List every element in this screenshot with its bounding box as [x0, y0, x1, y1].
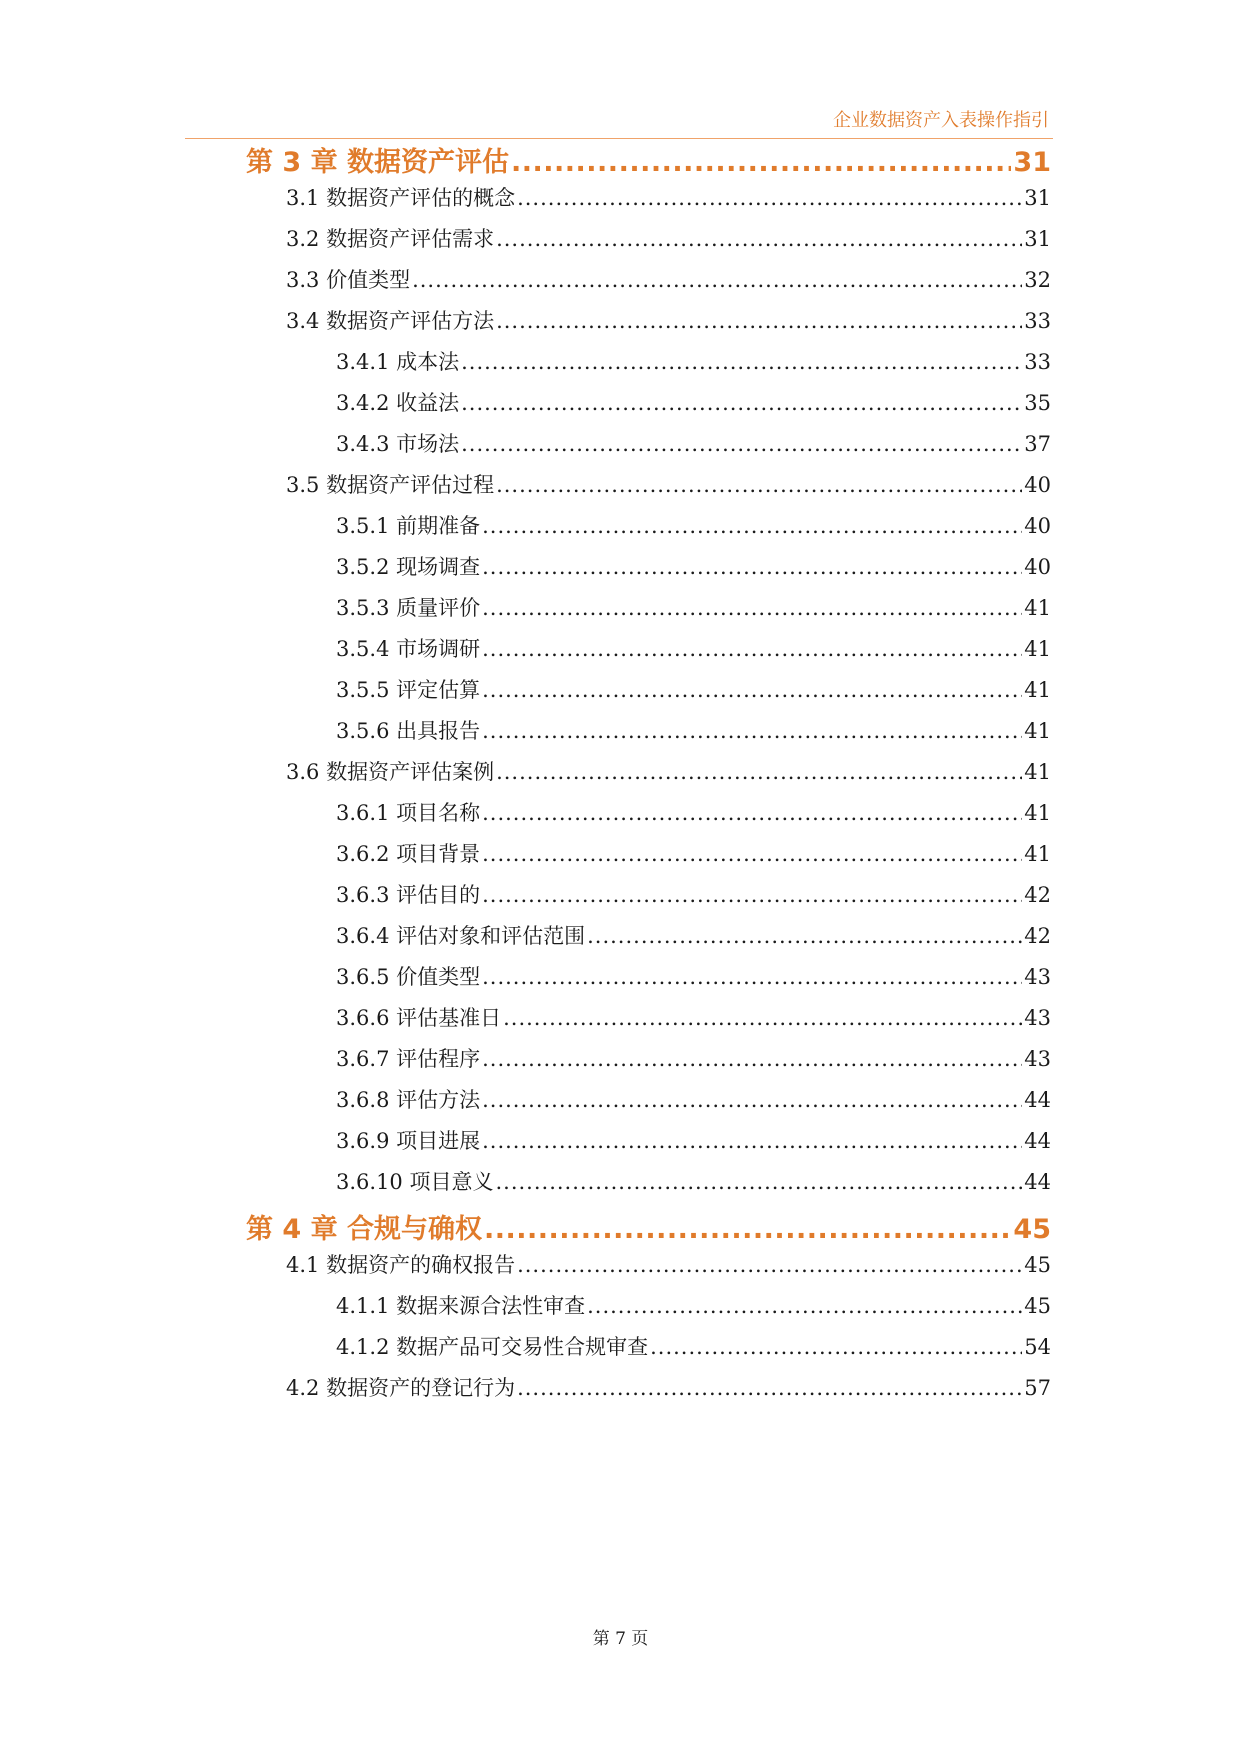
- toc-entry-label: 3.6.5 价值类型: [336, 965, 481, 989]
- toc-section-entry[interactable]: [336, 1290, 1051, 1324]
- toc-entry-label: 3.5.2 现场调查: [336, 555, 481, 579]
- toc-dot-leader: [461, 350, 1022, 374]
- toc-dot-leader: [503, 1006, 1022, 1030]
- toc-dot-leader: [461, 391, 1022, 415]
- toc-entry-page-number: 41: [1024, 678, 1051, 702]
- toc-section-entry[interactable]: [286, 469, 1051, 503]
- toc-section-entry[interactable]: [336, 1084, 1051, 1118]
- toc-dot-leader: [517, 186, 1022, 210]
- toc-section-entry[interactable]: [336, 920, 1051, 954]
- toc-entry-page-number: 44: [1024, 1088, 1051, 1112]
- toc-dot-leader: [482, 637, 1022, 661]
- toc-dot-leader: [482, 883, 1022, 907]
- toc-dot-leader: [482, 801, 1022, 825]
- toc-entry-page-number: 45: [1024, 1253, 1051, 1277]
- toc-entry-page-number: 43: [1024, 1047, 1051, 1071]
- toc-entry-page-number: 35: [1024, 391, 1051, 415]
- toc-entry-label: 3.1 数据资产评估的概念: [286, 186, 516, 210]
- toc-entry-page-number: 31: [1013, 147, 1051, 178]
- toc-section-entry[interactable]: [286, 756, 1051, 790]
- toc-dot-leader: [496, 309, 1022, 333]
- toc-entry-page-number: 41: [1024, 719, 1051, 743]
- toc-dot-leader: [461, 432, 1022, 456]
- toc-entry-page-number: 32: [1024, 268, 1051, 292]
- toc-entry-page-number: 42: [1024, 883, 1051, 907]
- toc-dot-leader: [484, 1214, 1011, 1245]
- toc-entry-label: 3.4.2 收益法: [336, 391, 460, 415]
- toc-entry-page-number: 41: [1024, 760, 1051, 784]
- toc-section-entry[interactable]: [336, 797, 1051, 831]
- toc-section-entry[interactable]: [286, 264, 1051, 298]
- toc-entry-label: 3.6.1 项目名称: [336, 801, 481, 825]
- toc-section-entry[interactable]: [336, 961, 1051, 995]
- toc-dot-leader: [496, 227, 1022, 251]
- toc-entry-label: 3.4.3 市场法: [336, 432, 460, 456]
- toc-entry-label: 3.6.7 评估程序: [336, 1047, 481, 1071]
- toc-entry-label: 3.5.4 市场调研: [336, 637, 481, 661]
- toc-entry-page-number: 42: [1024, 924, 1051, 948]
- toc-entry-label: 3.4.1 成本法: [336, 350, 460, 374]
- toc-dot-leader: [482, 842, 1022, 866]
- toc-dot-leader: [482, 1088, 1022, 1112]
- toc-entry-label: 3.6.8 评估方法: [336, 1088, 481, 1112]
- toc-section-entry[interactable]: [336, 551, 1051, 585]
- toc-entry-page-number: 41: [1024, 842, 1051, 866]
- toc-entry-page-number: 37: [1024, 432, 1051, 456]
- toc-entry-label: 3.5.5 评定估算: [336, 678, 481, 702]
- toc-entry-page-number: 44: [1024, 1129, 1051, 1153]
- toc-entry-label: 3.6.4 评估对象和评估范围: [336, 924, 586, 948]
- toc-entry-label: 3.6.2 项目背景: [336, 842, 481, 866]
- toc-section-entry[interactable]: [286, 182, 1051, 216]
- toc-entry-label: 3.4 数据资产评估方法: [286, 309, 495, 333]
- toc-entry-label: 4.2 数据资产的登记行为: [286, 1376, 516, 1400]
- toc-dot-leader: [482, 514, 1022, 538]
- toc-chapter-entry[interactable]: [246, 1207, 1051, 1251]
- toc-dot-leader: [482, 596, 1022, 620]
- toc-section-entry[interactable]: [336, 592, 1051, 626]
- toc-entry-label: 3.5.6 出具报告: [336, 719, 481, 743]
- toc-entry-page-number: 41: [1024, 596, 1051, 620]
- toc-entry-label: 4.1 数据资产的确权报告: [286, 1253, 516, 1277]
- toc-dot-leader: [412, 268, 1022, 292]
- toc-dot-leader: [482, 1047, 1022, 1071]
- page-number: 第 7 页: [592, 1629, 649, 1649]
- toc-dot-leader: [482, 965, 1022, 989]
- toc-entry-page-number: 41: [1024, 801, 1051, 825]
- toc-dot-leader: [650, 1335, 1022, 1359]
- toc-section-entry[interactable]: [336, 510, 1051, 544]
- toc-section-entry[interactable]: [336, 674, 1051, 708]
- toc-entry-page-number: 54: [1024, 1335, 1051, 1359]
- toc-dot-leader: [482, 555, 1022, 579]
- toc-section-entry[interactable]: [336, 1002, 1051, 1036]
- toc-section-entry[interactable]: [336, 838, 1051, 872]
- toc-dot-leader: [495, 1170, 1022, 1194]
- toc-dot-leader: [517, 1376, 1022, 1400]
- toc-section-entry[interactable]: [336, 428, 1051, 462]
- toc-entry-label: 第 3 章 数据资产评估: [246, 147, 509, 178]
- toc-dot-leader: [482, 1129, 1022, 1153]
- toc-entry-label: 3.6.9 项目进展: [336, 1129, 481, 1153]
- toc-entry-page-number: 40: [1024, 514, 1051, 538]
- toc-section-entry[interactable]: [286, 305, 1051, 339]
- toc-entry-label: 3.5.1 前期准备: [336, 514, 481, 538]
- document-title: 企业数据资产入表操作指引: [833, 110, 1049, 131]
- toc-section-entry[interactable]: [336, 715, 1051, 749]
- toc-dot-leader: [482, 719, 1022, 743]
- toc-entry-label: 4.1.1 数据来源合法性审查: [336, 1294, 586, 1318]
- toc-section-entry[interactable]: [286, 1249, 1051, 1283]
- toc-section-entry[interactable]: [286, 223, 1051, 257]
- toc-entry-page-number: 43: [1024, 1006, 1051, 1030]
- toc-dot-leader: [587, 1294, 1022, 1318]
- toc-entry-label: 3.6.10 项目意义: [336, 1170, 494, 1194]
- toc-section-entry[interactable]: [336, 633, 1051, 667]
- toc-entry-page-number: 45: [1024, 1294, 1051, 1318]
- toc-entry-page-number: 41: [1024, 637, 1051, 661]
- toc-section-entry[interactable]: [336, 1043, 1051, 1077]
- toc-entry-label: 4.1.2 数据产品可交易性合规审查: [336, 1335, 649, 1359]
- toc-chapter-entry[interactable]: [246, 140, 1051, 184]
- toc-entry-label: 3.5 数据资产评估过程: [286, 473, 495, 497]
- toc-entry-label: 3.5.3 质量评价: [336, 596, 481, 620]
- toc-dot-leader: [496, 760, 1022, 784]
- toc-section-entry[interactable]: [336, 1166, 1051, 1200]
- toc-dot-leader: [511, 147, 1011, 178]
- toc-entry-label: 3.2 数据资产评估需求: [286, 227, 495, 251]
- toc-entry-page-number: 40: [1024, 473, 1051, 497]
- toc-section-entry[interactable]: [336, 1331, 1051, 1365]
- toc-entry-page-number: 40: [1024, 555, 1051, 579]
- toc-dot-leader: [496, 473, 1022, 497]
- toc-entry-label: 3.3 价值类型: [286, 268, 411, 292]
- toc-section-entry[interactable]: [336, 879, 1051, 913]
- toc-entry-page-number: 31: [1024, 186, 1051, 210]
- toc-entry-label: 3.6.3 评估目的: [336, 883, 481, 907]
- toc-entry-page-number: 57: [1024, 1376, 1051, 1400]
- toc-section-entry[interactable]: [336, 387, 1051, 421]
- toc-entry-page-number: 33: [1024, 350, 1051, 374]
- toc-entry-page-number: 31: [1024, 227, 1051, 251]
- toc-entry-label: 3.6 数据资产评估案例: [286, 760, 495, 784]
- toc-entry-page-number: 33: [1024, 309, 1051, 333]
- toc-dot-leader: [517, 1253, 1022, 1277]
- toc-entry-page-number: 44: [1024, 1170, 1051, 1194]
- toc-section-entry[interactable]: [336, 346, 1051, 380]
- toc-entry-page-number: 45: [1013, 1214, 1051, 1245]
- toc-entry-label: 第 4 章 合规与确权: [246, 1214, 482, 1245]
- toc-section-entry[interactable]: [286, 1372, 1051, 1406]
- toc-dot-leader: [482, 678, 1022, 702]
- toc-dot-leader: [587, 924, 1022, 948]
- toc-section-entry[interactable]: [336, 1125, 1051, 1159]
- toc-entry-label: 3.6.6 评估基准日: [336, 1006, 502, 1030]
- toc-entry-page-number: 43: [1024, 965, 1051, 989]
